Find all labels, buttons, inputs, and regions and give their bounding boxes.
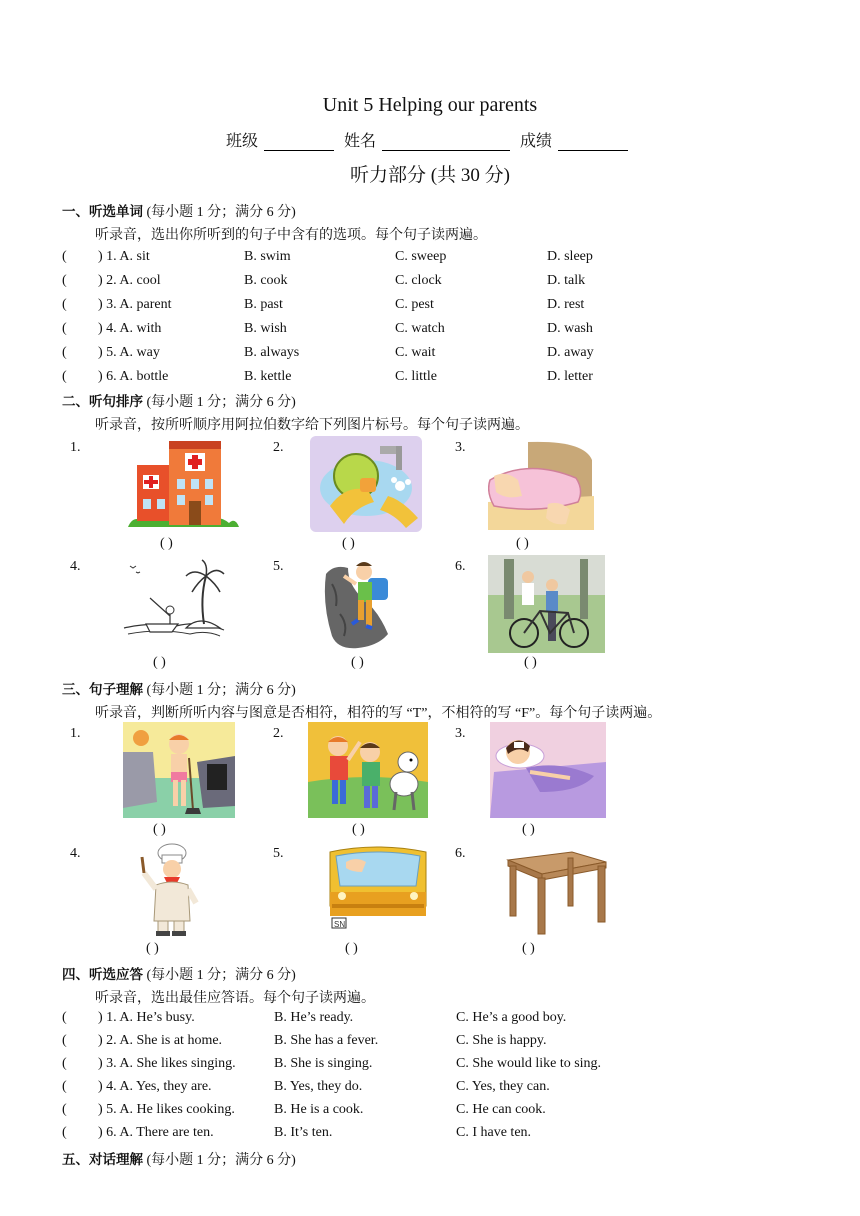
option-c: C. clock — [395, 273, 442, 288]
sick-girl-image — [490, 722, 606, 818]
sweeping-boy-image — [123, 722, 235, 818]
section1-question — [62, 321, 822, 341]
section5-heading: 五、对话理解 (每小题 1 分；满分 6 分) — [62, 1152, 296, 1168]
option-a: ) 3. A. parent — [98, 297, 172, 312]
section2-instruction: 听录音，按所听顺序用阿拉伯数字给下列图片标号。每个句子读两遍。 — [95, 418, 529, 433]
option-d: D. sleep — [547, 249, 593, 264]
section4-instruction: 听录音，选出最佳应答语。每个句子读两遍。 — [95, 991, 375, 1006]
answer-paren[interactable]: ( — [62, 345, 67, 360]
section4-question — [62, 1125, 822, 1145]
section2-heading: 二、听句排序 (每小题 1 分；满分 6 分) — [62, 394, 296, 410]
option-b: B. It’s ten. — [274, 1125, 333, 1140]
answer-paren[interactable]: ( — [62, 1033, 67, 1048]
option-a: ) 1. A. He’s busy. — [98, 1010, 195, 1025]
option-c: C. She would like to sing. — [456, 1056, 602, 1071]
class-label: 班级 — [225, 133, 258, 150]
option-a: ) 1. A. sit — [98, 249, 150, 264]
section4-heading: 四、听选应答 (每小题 1 分；满分 6 分) — [62, 967, 296, 983]
option-c: C. I have ten. — [456, 1125, 532, 1140]
answer-paren[interactable]: ( — [62, 1125, 67, 1140]
answer-paren[interactable]: ( — [62, 297, 67, 312]
s3-answer-5[interactable]: ( ) — [345, 941, 358, 956]
s2-answer-6[interactable]: ( ) — [524, 655, 537, 670]
section4-question — [62, 1010, 822, 1030]
section1-instruction: 听录音，选出你所听到的句子中含有的选项。每个句子读两遍。 — [95, 228, 487, 243]
s2-number-5: 5. — [273, 559, 284, 574]
s3-answer-4[interactable]: ( ) — [146, 941, 159, 956]
chef-image — [138, 843, 202, 937]
option-c: C. He can cook. — [456, 1102, 546, 1117]
option-c: C. He’s a good boy. — [456, 1010, 567, 1025]
s3-answer-1[interactable]: ( ) — [153, 822, 166, 837]
option-c: C. She is happy. — [456, 1033, 547, 1048]
s2-answer-5[interactable]: ( ) — [351, 655, 364, 670]
option-b: B. kettle — [244, 369, 292, 384]
option-a: ) 4. A. with — [98, 321, 162, 336]
option-d: D. talk — [547, 273, 586, 288]
s3-number-1: 1. — [70, 726, 81, 741]
answer-paren[interactable]: ( — [62, 369, 67, 384]
section1-question — [62, 273, 822, 293]
s3-number-6: 6. — [455, 846, 466, 861]
s2-answer-2[interactable]: ( ) — [342, 536, 355, 551]
cycling-image — [488, 555, 605, 653]
section1-question — [62, 249, 822, 269]
name-blank[interactable] — [382, 134, 510, 151]
option-c: C. little — [395, 369, 437, 384]
option-d: D. rest — [547, 297, 585, 312]
section1-question — [62, 345, 822, 365]
option-a: ) 5. A. He likes cooking. — [98, 1102, 235, 1117]
section3-heading: 三、句子理解 (每小题 1 分；满分 6 分) — [62, 682, 296, 698]
answer-paren[interactable]: ( — [62, 1079, 67, 1094]
option-b: B. He’s ready. — [274, 1010, 354, 1025]
option-a: ) 5. A. way — [98, 345, 160, 360]
s2-number-3: 3. — [455, 440, 466, 455]
score-blank[interactable] — [558, 134, 628, 151]
class-blank[interactable] — [264, 134, 334, 151]
option-a: ) 2. A. cool — [98, 273, 161, 288]
s2-number-2: 2. — [273, 440, 284, 455]
option-d: D. wash — [547, 321, 593, 336]
rock-climbing-image — [318, 554, 398, 652]
option-b: B. swim — [244, 249, 291, 264]
fishing-island-image — [120, 558, 226, 644]
option-a: ) 4. A. Yes, they are. — [98, 1079, 212, 1094]
answer-paren[interactable]: ( — [62, 321, 67, 336]
s2-number-4: 4. — [70, 559, 81, 574]
s3-answer-6[interactable]: ( ) — [522, 941, 535, 956]
option-b: B. wish — [244, 321, 287, 336]
option-c: C. Yes, they can. — [456, 1079, 550, 1094]
section4-question — [62, 1033, 822, 1053]
s3-answer-2[interactable]: ( ) — [352, 822, 365, 837]
option-b: B. Yes, they do. — [274, 1079, 363, 1094]
option-a: ) 6. A. There are ten. — [98, 1125, 214, 1140]
washing-car-image — [326, 842, 430, 932]
s2-number-1: 1. — [70, 440, 81, 455]
answer-paren[interactable]: ( — [62, 1102, 67, 1117]
option-c: C. pest — [395, 297, 434, 312]
s2-answer-1[interactable]: ( ) — [160, 536, 173, 551]
section1-heading: 一、听选单词 (每小题 1 分；满分 6 分) — [62, 204, 296, 220]
name-label: 姓名 — [343, 133, 376, 150]
section1-question — [62, 297, 822, 317]
s3-number-5: 5. — [273, 846, 284, 861]
s3-number-4: 4. — [70, 846, 81, 861]
answer-paren[interactable]: ( — [62, 273, 67, 288]
score-label: 成绩 — [520, 133, 553, 150]
section4-question — [62, 1102, 822, 1122]
option-a: ) 3. A. She likes singing. — [98, 1056, 236, 1071]
option-a: ) 6. A. bottle — [98, 369, 169, 384]
s3-answer-3[interactable]: ( ) — [522, 822, 535, 837]
children-dog-image — [308, 722, 428, 818]
s3-number-3: 3. — [455, 726, 466, 741]
s2-answer-4[interactable]: ( ) — [153, 655, 166, 670]
answer-paren[interactable]: ( — [62, 249, 67, 264]
student-info-line — [0, 128, 860, 151]
pillow-bed-image — [488, 440, 594, 530]
option-b: B. always — [244, 345, 300, 360]
option-b: B. She is singing. — [274, 1056, 373, 1071]
option-b: B. She has a fever. — [274, 1033, 379, 1048]
s2-answer-3[interactable]: ( ) — [516, 536, 529, 551]
washing-dishes-image — [310, 436, 422, 532]
section4-question — [62, 1056, 822, 1076]
option-c: C. wait — [395, 345, 436, 360]
option-b: B. He is a cook. — [274, 1102, 364, 1117]
option-a: ) 2. A. She is at home. — [98, 1033, 223, 1048]
section1-question — [62, 369, 822, 389]
hospital-image — [123, 437, 241, 531]
table-image — [502, 848, 608, 936]
option-d: D. away — [547, 345, 594, 360]
listening-part-title: 听力部分 (共 30 分) — [350, 165, 510, 186]
option-c: C. sweep — [395, 249, 447, 264]
option-b: B. past — [244, 297, 283, 312]
s3-number-2: 2. — [273, 726, 284, 741]
answer-paren[interactable]: ( — [62, 1056, 67, 1071]
car-plate-text: SN — [334, 920, 346, 929]
section4-question — [62, 1079, 822, 1099]
s2-number-6: 6. — [455, 559, 466, 574]
section3-instruction: 听录音，判断所听内容与图意是否相符，相符的写 “T”，不相符的写 “F”。每个句子读两遍。 — [95, 706, 662, 721]
option-b: B. cook — [244, 273, 288, 288]
page-title: Unit 5 Helping our parents — [322, 94, 538, 116]
option-d: D. letter — [547, 369, 593, 384]
option-c: C. watch — [395, 321, 445, 336]
answer-paren[interactable]: ( — [62, 1010, 67, 1025]
